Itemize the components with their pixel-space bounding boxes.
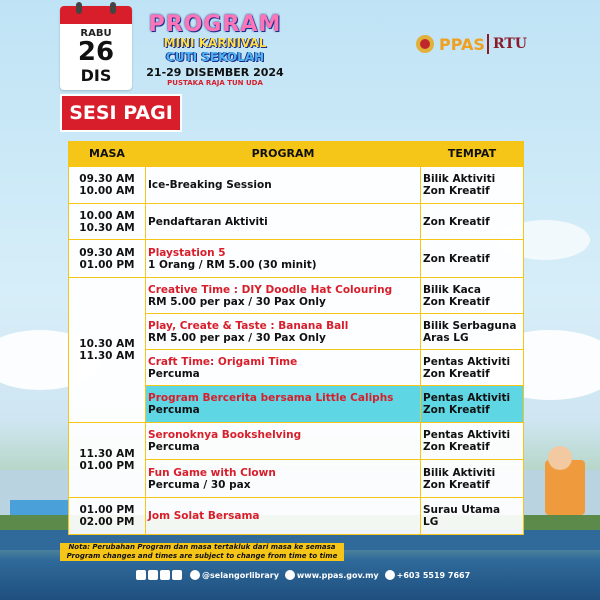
globe-icon [285,570,295,580]
time-cell: 09.30 AM 01.00 PM [69,240,146,278]
time-cell: 10.30 AM 11.30 AM [69,278,146,423]
place-cell: Bilik Aktiviti Zon Kreatif [421,460,524,498]
time-cell: 11.30 AM 01.00 PM [69,423,146,498]
place-cell: Pentas Aktiviti Zon Kreatif [421,350,524,386]
place-cell: Bilik Aktiviti Zon Kreatif [421,167,524,204]
schedule-table [68,141,524,535]
place-cell: Pentas Aktiviti Zon Kreatif [421,386,524,423]
table-row [69,240,524,278]
prtu-logo: RTU [493,36,528,52]
table-row [69,204,524,240]
time-cell: 01.00 PM 02.00 PM [69,498,146,535]
calendar-month: DIS [80,66,112,85]
program-cell: Seronoknya Bookshelving Percuma [146,423,421,460]
program-cell: Craft Time: Origami Time Percuma [146,350,421,386]
time-cell: 10.00 AM 10.30 AM [69,204,146,240]
phone-icon [385,570,395,580]
note-malay: Nota: Perubahan Program dan masa tertakluk dari masa ke semasa [68,543,336,551]
instagram-icon[interactable] [148,570,158,580]
event-subtitle-2: CUTI SEKOLAH [165,50,265,64]
note-english: Program changes and times are subject to change from time to time [66,552,338,560]
event-dates: 21-29 DISEMBER 2024 [146,66,284,79]
table-row [69,167,524,204]
program-cell: Creative Time : DIY Doodle Hat Colouring RM 5.00 per pax / 30 Pax Only [146,278,421,314]
youtube-icon[interactable] [172,570,182,580]
state-crest-logo [416,35,434,53]
program-cell: Jom Solat Bersama [146,498,421,535]
table-row [69,278,524,314]
ppas-logo: PPAS [439,35,485,54]
social-links[interactable] [136,570,184,580]
program-cell: Program Bercerita bersama Little Caliphs Percuma [146,386,421,423]
place-cell: Zon Kreatif [421,204,524,240]
place-cell: Surau Utama LG [421,498,524,535]
program-cell: Pendaftaran Aktiviti [146,204,421,240]
partner-logos [415,28,545,58]
header-tempat: TEMPAT [421,142,524,167]
table-header-row [69,142,524,167]
header-masa: MASA [69,142,146,167]
calendar-badge [60,6,132,90]
event-venue: PUSTAKA RAJA TUN UDA [167,79,263,87]
program-cell: Fun Game with Clown Percuma / 30 pax [146,460,421,498]
at-icon [190,570,200,580]
header-program: PROGRAM [146,142,421,167]
event-title-block [140,14,290,88]
twitter-icon[interactable] [160,570,170,580]
place-cell: Zon Kreatif [421,240,524,278]
place-cell: Bilik Kaca Zon Kreatif [421,278,524,314]
event-title: PROGRAM [148,12,282,37]
table-row [69,498,524,535]
calendar-day: RABU [80,28,112,39]
place-cell: Bilik Serbaguna Aras LG [421,314,524,350]
social-handle[interactable]: @selangorlibrary [202,570,279,580]
event-subtitle-1: MINI KARNIVAL [163,36,267,50]
table-row [69,423,524,460]
place-cell: Pentas Aktiviti Zon Kreatif [421,423,524,460]
time-cell: 09.30 AM 10.00 AM [69,167,146,204]
program-cell: Play, Create & Taste : Banana Ball RM 5.00 per pax / 30 Pax Only [146,314,421,350]
phone-number[interactable]: +603 5519 7667 [396,570,471,580]
schedule-note [60,543,344,561]
calendar-date: 26 [77,37,115,67]
session-badge: SESI PAGI [60,94,182,132]
program-cell: Ice-Breaking Session [146,167,421,204]
program-cell: Playstation 5 1 Orang / RM 5.00 (30 minit) [146,240,421,278]
website-link[interactable]: www.ppas.gov.my [296,570,379,580]
facebook-icon[interactable] [136,570,146,580]
footer-contacts [136,567,471,583]
